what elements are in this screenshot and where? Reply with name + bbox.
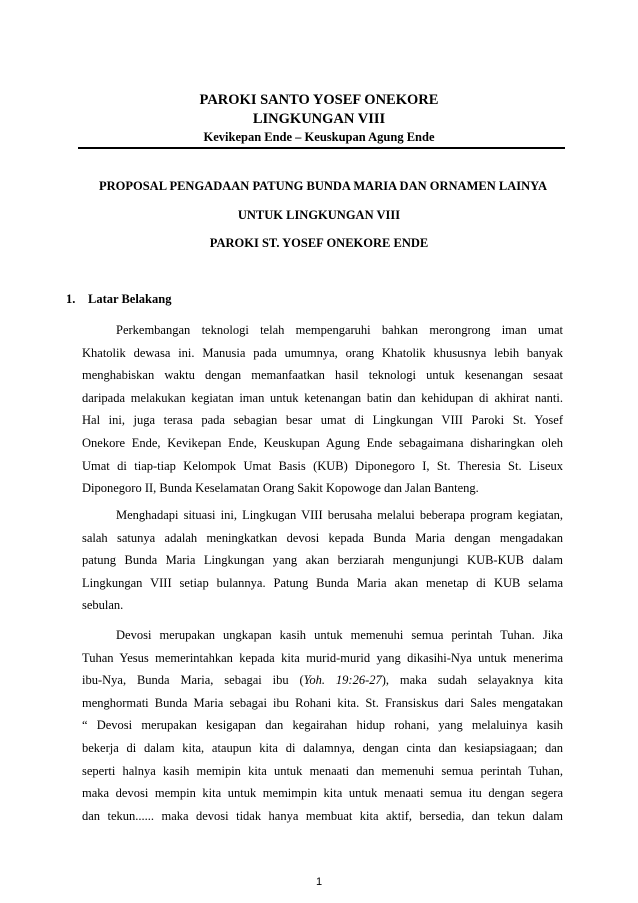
paragraph-line: Perkembangan teknologi telah mempengaruhi bahkan merongrong iman umat bbox=[116, 323, 563, 337]
paragraph-1 bbox=[82, 319, 563, 500]
bible-citation: Yoh. 19:26-27 bbox=[303, 673, 382, 688]
paragraph-2 bbox=[82, 504, 563, 617]
paragraph-line: Khatolik dewasa ini. Manusia pada umumnya, orang Khatolik khususnya lebih banyak bbox=[82, 345, 563, 360]
section-heading bbox=[66, 292, 171, 307]
section-number: 1. bbox=[66, 292, 76, 306]
paragraph-3 bbox=[82, 624, 563, 827]
page-number: 1 bbox=[315, 876, 323, 888]
text-before-citation: ibu-Nya, Bunda Maria, sebagai ibu ( bbox=[82, 673, 304, 688]
paragraph-line-with-citation bbox=[82, 669, 563, 692]
paragraph-line: Onekore Ende, Kevikepan Ende, Keuskupan Agung Ende sebagaimana disharingkan oleh bbox=[82, 435, 563, 450]
paragraph-line: “ Devosi merupakan kesigapan dan kegairahan hidup rohani, yang melaluinya kasih bbox=[82, 718, 563, 733]
text-after-citation: ), maka sudah selayaknya kita bbox=[381, 673, 563, 688]
paragraph-line: daripada melakukan kegiatan iman untuk ketenangan batin dan kehidupan di akhirat nanti. bbox=[82, 390, 563, 405]
paragraph-line: dan tekun...... maka devosi tidak hanya membuat kita aktif, bersedia, dan tekun dalam bbox=[82, 808, 563, 823]
deanery-diocese-line: Kevikepan Ende – Keuskupan Agung Ende bbox=[203, 130, 435, 144]
paragraph-line: Hal ini, juga terasa pada sebagian besar umat di Lingkungan VIII Paroki St. Yosef bbox=[82, 413, 563, 428]
paragraph-line: Umat di tiap-tiap Kelompok Umat Basis (KUB) Diponegoro I, St. Theresia St. Liseux bbox=[82, 458, 563, 473]
paragraph-line: menghormati Bunda Maria sebagai ibu Rohani kita. St. Fransiskus dari Sales mengatakan bbox=[82, 695, 563, 710]
paragraph-line: menghabiskan waktu dengan memanfaatkan hasil teknologi untuk kesenangan sesaat bbox=[82, 368, 563, 383]
header-divider bbox=[78, 147, 565, 149]
paragraph-line: salah satunya adalah meningkatkan devosi kepada Bunda Maria dengan mengadakan bbox=[82, 530, 563, 545]
paragraph-line: maka devosi mempin kita untuk memimpin kita untuk menaati semua itu dengan segera bbox=[82, 786, 563, 801]
proposal-title-line1: PROPOSAL PENGADAAN PATUNG BUNDA MARIA DAN ORNAMEN LAINYA bbox=[98, 179, 548, 193]
paragraph-line: seperti halnya kasih memipin kita untuk menaati dan memenuhi semua perintah Tuhan, bbox=[82, 763, 563, 778]
paragraph-line: sebulan. bbox=[82, 598, 124, 613]
paragraph-line: Devosi merupakan ungkapan kasih untuk memenuhi semua perintah Tuhan. Jika bbox=[116, 628, 563, 642]
proposal-title-line3: PAROKI ST. YOSEF ONEKORE ENDE bbox=[209, 236, 429, 250]
paragraph-line: Diponegoro II, Bunda Keselamatan Orang Sakit Kopowoge dan Jalan Banteng. bbox=[82, 481, 479, 496]
paragraph-line: bekerja di dalam kita, ataupun kita di dalamnya, dengan cinta dan kesiapsiagaan; dan bbox=[82, 740, 563, 755]
lingkungan-subtitle: LINGKUNGAN VIII bbox=[252, 111, 386, 127]
paragraph-line: Tuhan Yesus memerintahkan kepada kita murid-murid yang dikasihi-Nya untuk menerima bbox=[82, 650, 563, 665]
paragraph-line: Menghadapi situasi ini, Lingkugan VIII berusaha melalui beberapa program kegiatan, bbox=[116, 508, 563, 522]
section-title: Latar Belakang bbox=[88, 292, 172, 306]
proposal-title-line2: UNTUK LINGKUNGAN VIII bbox=[237, 208, 401, 222]
paragraph-line: patung Bunda Maria Lingkungan yang akan berziarah mengunjungi KUB-KUB dalam bbox=[82, 553, 563, 568]
paragraph-line: Lingkungan VIII setiap bulannya. Patung Bunda Maria akan menetap di KUB selama bbox=[82, 575, 563, 590]
parish-title: PAROKI SANTO YOSEF ONEKORE bbox=[199, 92, 439, 108]
